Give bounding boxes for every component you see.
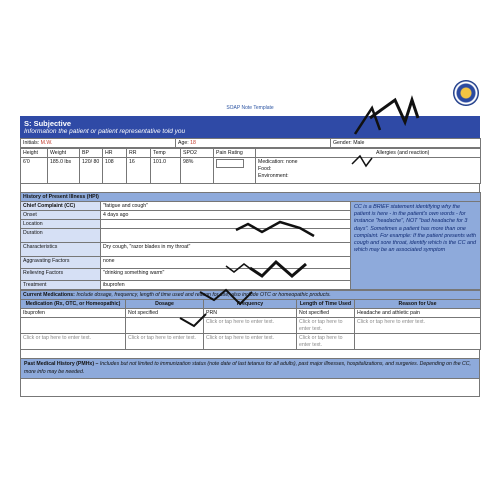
initials-value[interactable]: M.W. bbox=[40, 139, 53, 146]
hpi-value-cc[interactable]: "fatigue and cough" bbox=[101, 202, 351, 211]
section-subtitle: Information the patient or patient representative told you bbox=[24, 128, 186, 135]
initials-cell bbox=[21, 139, 176, 148]
table-row bbox=[21, 334, 481, 350]
vital-value-spo2[interactable]: 98% bbox=[181, 158, 214, 184]
vital-value-hr[interactable]: 108 bbox=[103, 158, 127, 184]
hpi-label-duration: Duration bbox=[21, 229, 101, 243]
patient-info-table bbox=[20, 138, 481, 148]
pmh-table bbox=[20, 358, 480, 397]
vital-header-temp: Temp bbox=[151, 149, 181, 158]
vital-value-temp[interactable]: 101.0 bbox=[151, 158, 181, 184]
hpi-value-duration[interactable] bbox=[101, 229, 351, 243]
vital-value-pain[interactable] bbox=[214, 158, 256, 184]
med-col-length: Length of Time Used bbox=[297, 300, 355, 309]
hpi-value-characteristics[interactable]: Dry cough, "razor blades in my throat" bbox=[101, 243, 351, 257]
gender-label: Gender: bbox=[333, 139, 352, 146]
vital-header-rr: RR bbox=[127, 149, 151, 158]
hpi-label-characteristics: Characteristics bbox=[21, 243, 101, 257]
vital-header-bp: BP bbox=[80, 149, 103, 158]
allergy-medication: Medication: none bbox=[258, 158, 298, 165]
gender-cell bbox=[331, 139, 481, 148]
med-col-medication: Medication (Rx, OTC, or Homeopathic) bbox=[21, 300, 126, 309]
vital-header-weight: Weight bbox=[48, 149, 80, 158]
vital-header-height: Height bbox=[21, 149, 48, 158]
hpi-value-location[interactable] bbox=[101, 220, 351, 229]
hpi-label-location: Location bbox=[21, 220, 101, 229]
medications-table bbox=[20, 290, 481, 350]
pmh-note: Includes but not limited to immunization status (note date of last tetanus for all adults), past major illnesses, hospitalizations, and surgeries. Depending on the CC, more info may be needed. bbox=[24, 361, 471, 375]
hpi-value-aggravating[interactable]: none bbox=[101, 257, 351, 269]
age-value[interactable]: 18 bbox=[190, 139, 196, 146]
university-seal-icon bbox=[453, 80, 479, 106]
vital-header-hr: HR bbox=[103, 149, 127, 158]
vital-value-weight[interactable]: 185.0 lbs bbox=[48, 158, 80, 184]
hpi-title: History of Present Illness (HPI) bbox=[21, 193, 481, 202]
vital-value-bp[interactable]: 120/ 80 bbox=[80, 158, 103, 184]
med-cell[interactable]: Ibuprofen bbox=[21, 309, 126, 318]
template-title: SOAP Note Template bbox=[226, 105, 274, 111]
med-cell[interactable]: Click or tap here to enter text. bbox=[204, 318, 297, 334]
med-cell[interactable] bbox=[21, 318, 126, 334]
subjective-header bbox=[20, 116, 480, 138]
hpi-value-treatment[interactable]: ibuprofen bbox=[101, 281, 351, 290]
allergy-environment: Environment: bbox=[258, 172, 289, 179]
vital-header-spo2: SPO2 bbox=[181, 149, 214, 158]
allergy-food: Food: bbox=[258, 165, 272, 172]
soap-note-page bbox=[20, 116, 480, 397]
initials-label: Initials: bbox=[23, 139, 40, 146]
med-cell[interactable]: Click or tap here to enter text. bbox=[21, 334, 126, 350]
vital-value-height[interactable]: 6'0 bbox=[21, 158, 48, 184]
med-cell[interactable]: Click or tap here to enter text. bbox=[126, 334, 204, 350]
hpi-label-relieving: Relieving Factors bbox=[21, 269, 101, 281]
med-cell[interactable]: Not specified bbox=[297, 309, 355, 318]
age-cell bbox=[176, 139, 331, 148]
med-cell[interactable]: Click or tap here to enter text. bbox=[204, 334, 297, 350]
med-col-frequency: Frequency bbox=[204, 300, 297, 309]
spacer bbox=[20, 184, 480, 192]
med-cell[interactable]: Headache and athletic pain bbox=[355, 309, 481, 318]
hpi-value-onset[interactable]: 4 days ago bbox=[101, 211, 351, 220]
med-cell[interactable]: Click or tap here to enter text. bbox=[355, 318, 481, 334]
table-row bbox=[21, 318, 481, 334]
vital-value-rr[interactable]: 16 bbox=[127, 158, 151, 184]
med-cell[interactable] bbox=[126, 318, 204, 334]
hpi-label-onset: Onset bbox=[21, 211, 101, 220]
medications-title-text: Current Medications: bbox=[23, 291, 75, 298]
allergies-label: Allergies (and reaction) bbox=[376, 149, 430, 156]
section-label: S: Subjective bbox=[24, 119, 72, 128]
med-cell[interactable]: Click or tap here to enter text. bbox=[297, 318, 355, 334]
hpi-label-treatment: Treatment bbox=[21, 281, 101, 290]
hpi-label-aggravating: Aggravating Factors bbox=[21, 257, 101, 269]
med-col-reason: Reason for Use bbox=[355, 300, 481, 309]
hpi-table bbox=[20, 192, 481, 290]
cc-guidance-note: CC is a BRIEF statement identifying why the patient is here - in the patient's own words - for instance "headache", NOT "bad headache for 3 days". Sometimes a patient has more than one complaint. For example: If the patient presents with cough and sore throat, identify which is the CC and which may be an associated symptom bbox=[351, 202, 481, 290]
medications-title bbox=[21, 291, 481, 300]
med-cell[interactable] bbox=[355, 334, 481, 350]
med-cell[interactable]: Click or tap here to enter text. bbox=[297, 334, 355, 350]
med-cell[interactable]: PRN bbox=[204, 309, 297, 318]
vital-header-pain: Pain Rating bbox=[214, 149, 256, 158]
pmh-title: Past Medical History (PMHx) – bbox=[24, 361, 99, 367]
medications-title-note: Include dosage, frequency, length of time used and reason for use; also include OTC or homeopathic products. bbox=[76, 291, 331, 298]
pain-rating-input[interactable] bbox=[216, 159, 244, 168]
allergies-values[interactable] bbox=[256, 158, 481, 184]
hpi-label-cc: Chief Complaint (CC) bbox=[21, 202, 101, 211]
med-col-dosage: Dosage bbox=[126, 300, 204, 309]
gender-value[interactable]: Male bbox=[353, 139, 365, 146]
hpi-value-relieving[interactable]: "drinking something warm" bbox=[101, 269, 351, 281]
allergies-header bbox=[256, 149, 481, 158]
table-row bbox=[21, 309, 481, 318]
med-cell[interactable]: Not specified bbox=[126, 309, 204, 318]
pmh-header bbox=[21, 359, 480, 379]
age-label: Age: bbox=[178, 139, 189, 146]
pmh-entry[interactable] bbox=[21, 379, 480, 397]
vitals-table bbox=[20, 148, 481, 184]
spacer bbox=[20, 350, 480, 358]
